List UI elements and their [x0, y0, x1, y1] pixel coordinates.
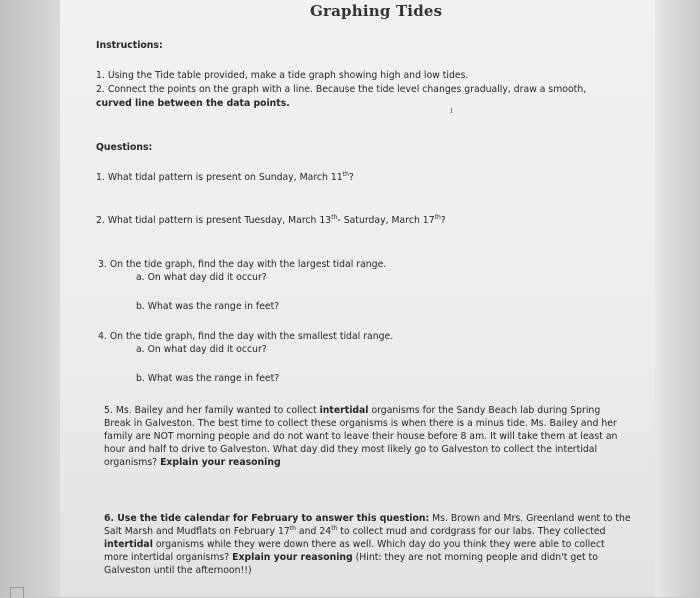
question-6-line-1: 6. Use the tide calendar for February to answer this question: Ms. Brown and Mrs. Greenland went to the: [104, 513, 631, 524]
scan-left-margin: [0, 0, 60, 597]
question-5-line-2: Break in Galveston. The best time to collect these organisms is when there is a minus tide. Ms. Bailey and her: [104, 418, 617, 429]
questions-heading: Questions:: [96, 142, 153, 153]
instruction-2-line-2: curved line between the data points.: [96, 98, 290, 109]
question-6-line-5: Galveston until the afternoon!!): [104, 565, 252, 576]
instructions-heading: Instructions:: [96, 40, 163, 51]
question-5-line-3: family are NOT morning people and do not want to leave their house before 8 am. It will take them at least an: [104, 431, 618, 442]
question-6-line-2: Salt Marsh and Mudflats on February 17th and 24th to collect mud and cordgrass for our labs. They collected: [104, 524, 606, 537]
page-title: Graphing Tides: [310, 2, 443, 20]
question-6-line-4: more intertidal organisms? Explain your reasoning (Hint: they are not morning people and didn't get to: [104, 552, 598, 563]
scan-right-margin: [655, 0, 700, 597]
question-3b: b. What was the range in feet?: [136, 301, 280, 312]
question-1: 1. What tidal pattern is present on Sunday, March 11th?: [96, 170, 354, 183]
question-5-line-4: hour and half to drive to Galveston. What day did they most likely go to Galveston to collect the intertidal: [104, 444, 598, 455]
instruction-1: 1. Using the Tide table provided, make a tide graph showing high and low tides.: [96, 70, 469, 81]
worksheet-page: [60, 0, 655, 597]
question-5-line-5: organisms? Explain your reasoning: [104, 457, 281, 468]
question-2: 2. What tidal pattern is present Tuesday, March 13th- Saturday, March 17th?: [96, 213, 446, 226]
question-6-line-3: intertidal organisms while they were down there as well. Which day do you think they were able to collect: [104, 539, 605, 550]
question-4: 4. On the tide graph, find the day with the smallest tidal range.: [98, 331, 394, 342]
question-3a: a. On what day did it occur?: [136, 272, 267, 283]
question-5-line-1: 5. Ms. Bailey and her family wanted to collect intertidal organisms for the Sandy Beach lab during Spring: [104, 405, 601, 416]
corner-mark: [10, 587, 24, 598]
stray-mark: ɪ: [450, 106, 453, 115]
question-4a: a. On what day did it occur?: [136, 344, 267, 355]
instruction-2-line-1: 2. Connect the points on the graph with a line. Because the tide level changes gradually, draw a smooth,: [96, 84, 587, 95]
question-3: 3. On the tide graph, find the day with the largest tidal range.: [98, 259, 387, 270]
question-4b: b. What was the range in feet?: [136, 373, 280, 384]
